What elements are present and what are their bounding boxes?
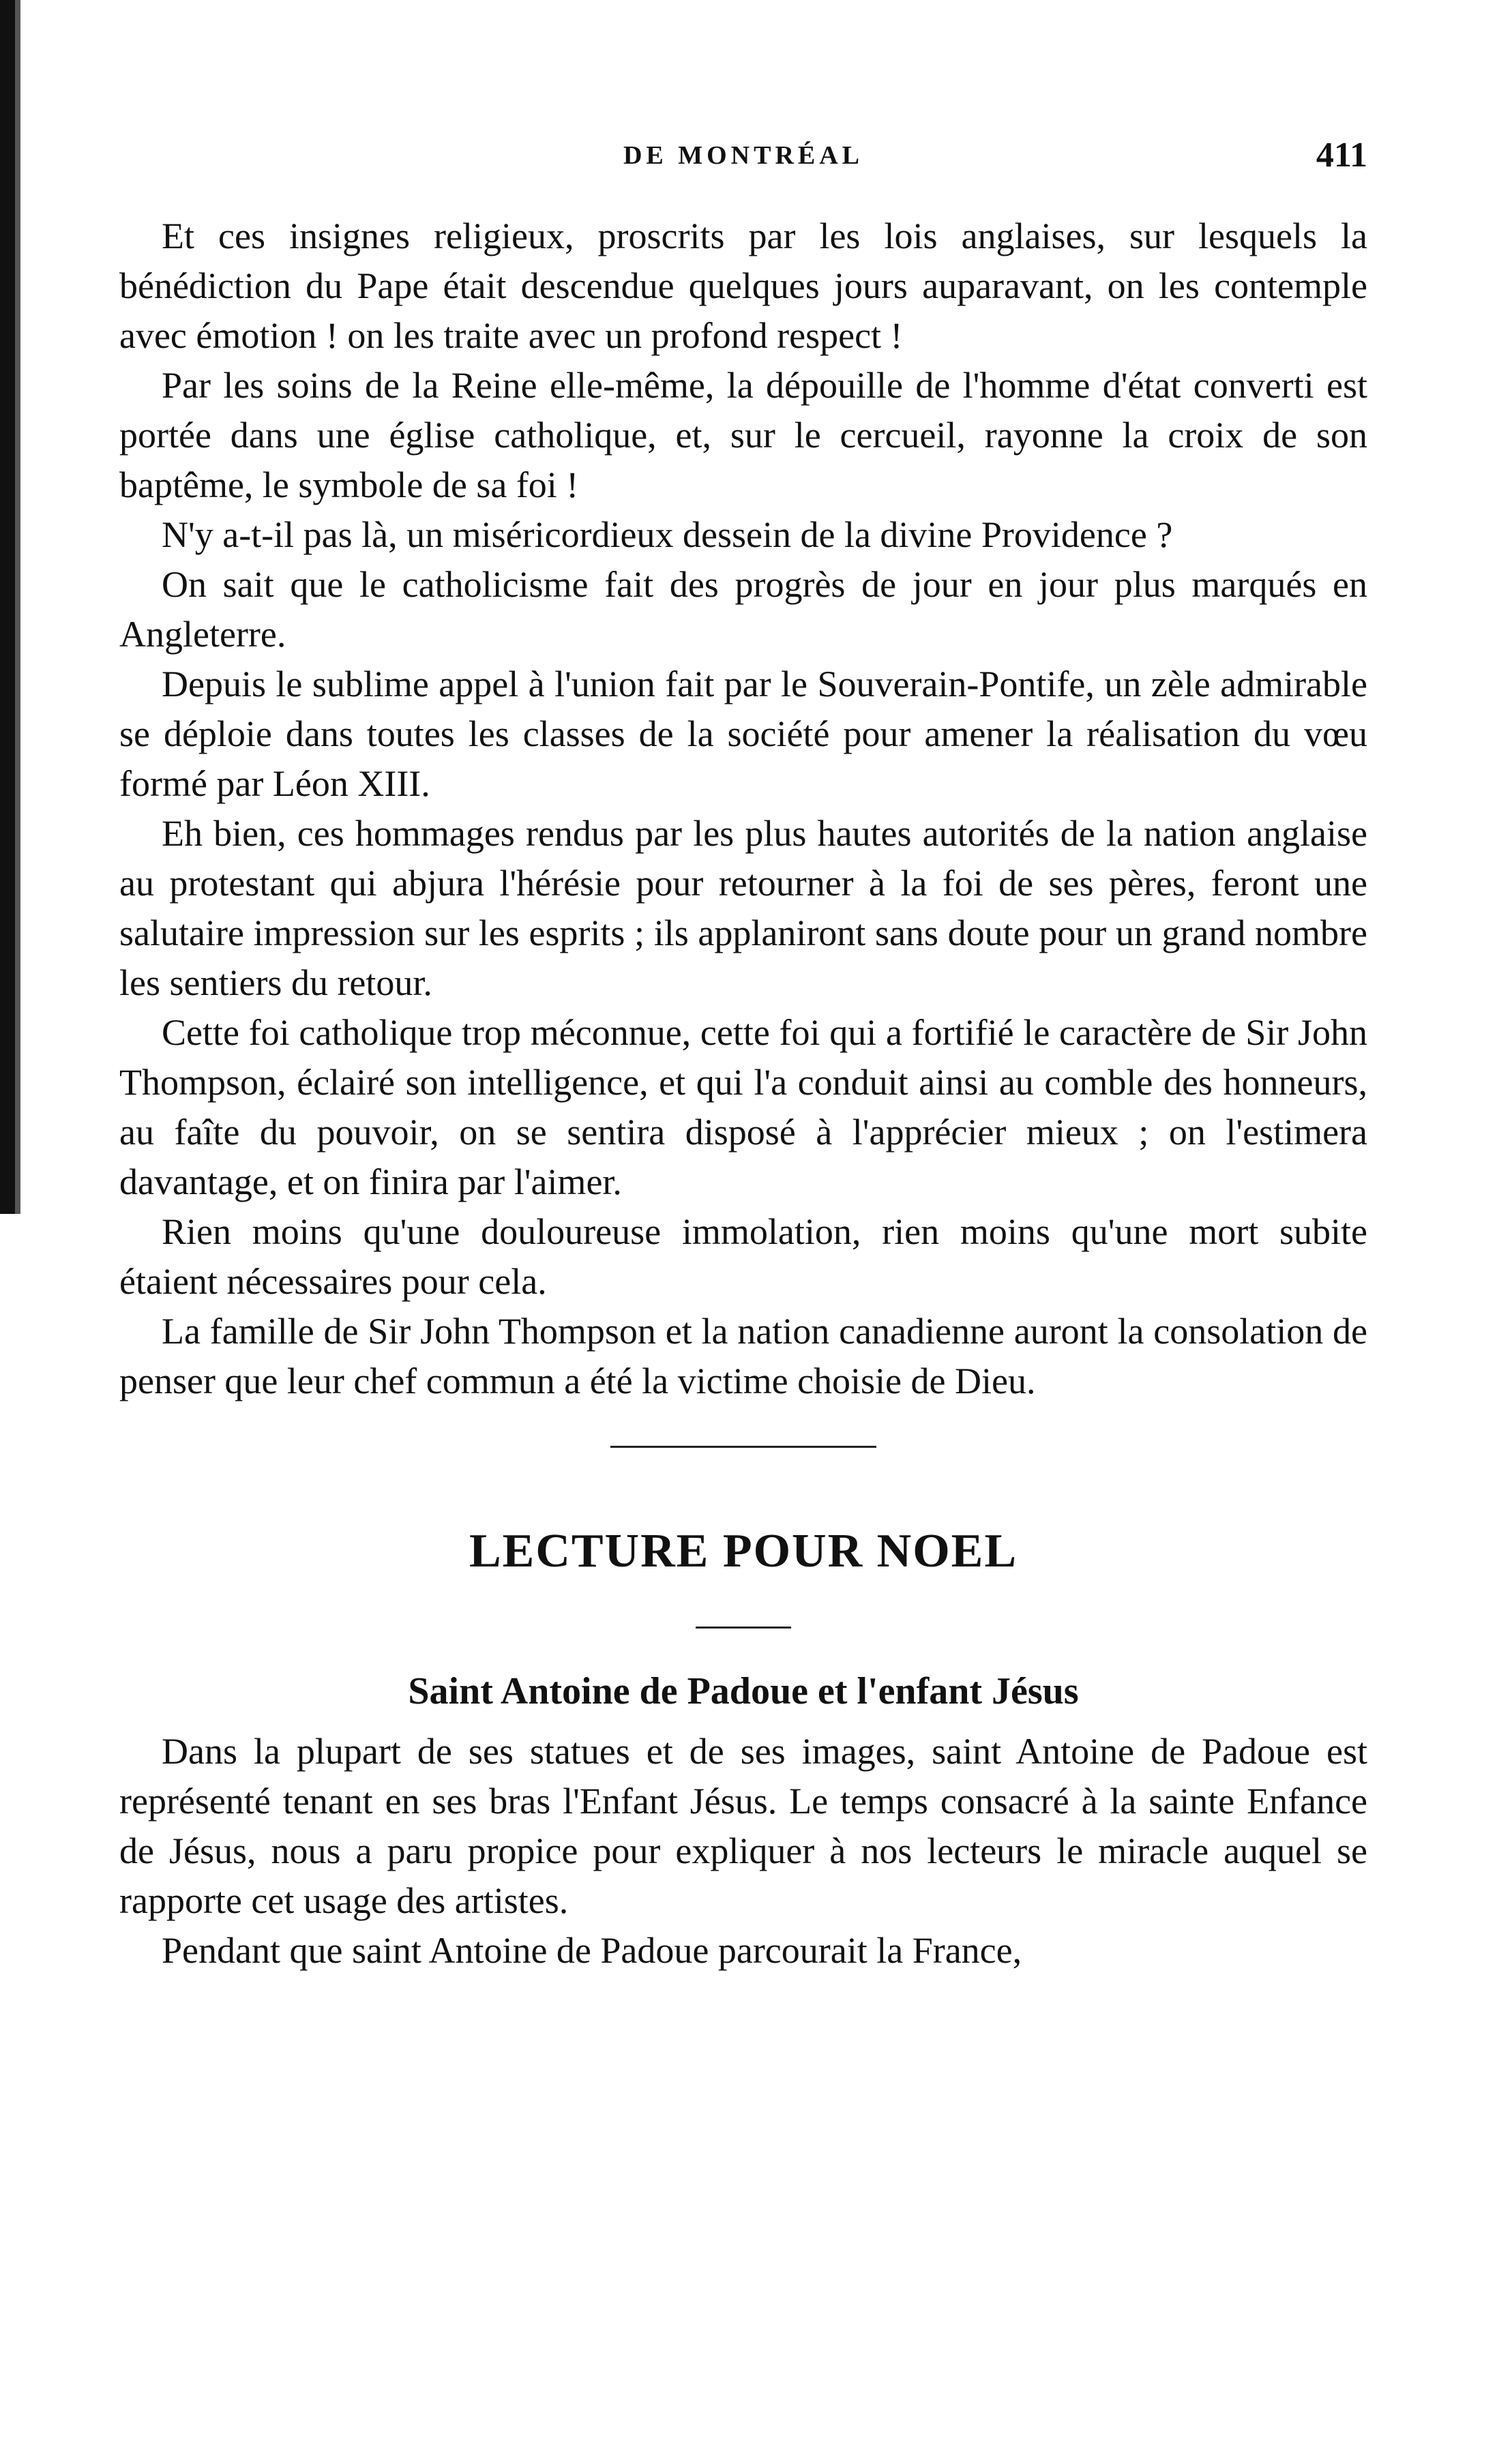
section-subtitle: Saint Antoine de Padoue et l'enfant Jésus — [408, 1670, 1079, 1712]
running-head: DE MONTRÉAL — [623, 141, 864, 170]
paragraph: N'y a-t-il pas là, un miséricordieux dessein de la divine Providence ? — [162, 514, 1173, 555]
paragraph: Cette foi catholique trop méconnue, cette foi qui a fortifié le caractère de Sir John Thompson, éclairé son intelligence, et qui l'a conduit ainsi au comble des honneurs, au faîte du pouvoir, on se sentira disposé à l'apprécier mieux ; on l'estimera davantage, et on finira par l'aimer. — [119, 1012, 1367, 1202]
paragraph: Par les soins de la Reine elle-même, la dépouille de l'homme d'état converti est portée dans une église catholique, et, sur le cercueil, rayonne la croix de son baptême, le symbole de sa foi ! — [119, 365, 1367, 505]
title-divider — [696, 1626, 791, 1629]
paragraph: Depuis le sublime appel à l'union fait par le Souverain-Pontife, un zèle admirable se déploie dans toutes les classes de la société pour amener la réalisation du vœu formé par Léon XIII. — [119, 664, 1367, 804]
page-body — [119, 211, 1367, 1976]
paragraph: Dans la plupart de ses statues et de ses images, saint Antoine de Padoue est représenté tenant en ses bras l'Enfant Jésus. Le temps consacré à la sainte Enfance de Jésus, nous a paru propice pour expliquer à nos lecteurs le miracle auquel se rapporte cet usage des artistes. — [119, 1731, 1367, 1921]
paragraph: Et ces insignes religieux, proscrits par les lois anglaises, sur lesquels la bénédiction du Pape était descendue quelques jours auparavant, on les contemple avec émotion ! on les traite avec un profond respect ! — [119, 216, 1367, 356]
page-header — [119, 136, 1367, 188]
paragraph: La famille de Sir John Thompson et la nation canadienne auront la consolation de penser que leur chef commun a été la victime choisie de Dieu. — [119, 1311, 1367, 1401]
paragraph: Eh bien, ces hommages rendus par les plus hautes autorités de la nation anglaise au protestant qui abjura l'hérésie pour retourner à la foi de ses pères, feront une salutaire impression sur les esprits ; ils applaniront sans doute pour un grand nombre les sentiers du retour. — [119, 813, 1367, 1003]
section-title: LECTURE POUR NOEL — [469, 1525, 1018, 1577]
paragraph: Rien moins qu'une douloureuse immolation, rien moins qu'une mort subite étaient nécessaires pour cela. — [119, 1211, 1367, 1302]
paragraph: On sait que le catholicisme fait des progrès de jour en jour plus marqués en Angleterre. — [119, 564, 1367, 655]
page-edge-shadow — [0, 0, 15, 1214]
paragraph: Pendant que saint Antoine de Padoue parcourait la France, — [162, 1930, 1022, 1971]
page-edge-shadow-inner — [15, 0, 20, 1214]
page-number: 411 — [1316, 136, 1367, 175]
section-divider — [610, 1446, 876, 1448]
